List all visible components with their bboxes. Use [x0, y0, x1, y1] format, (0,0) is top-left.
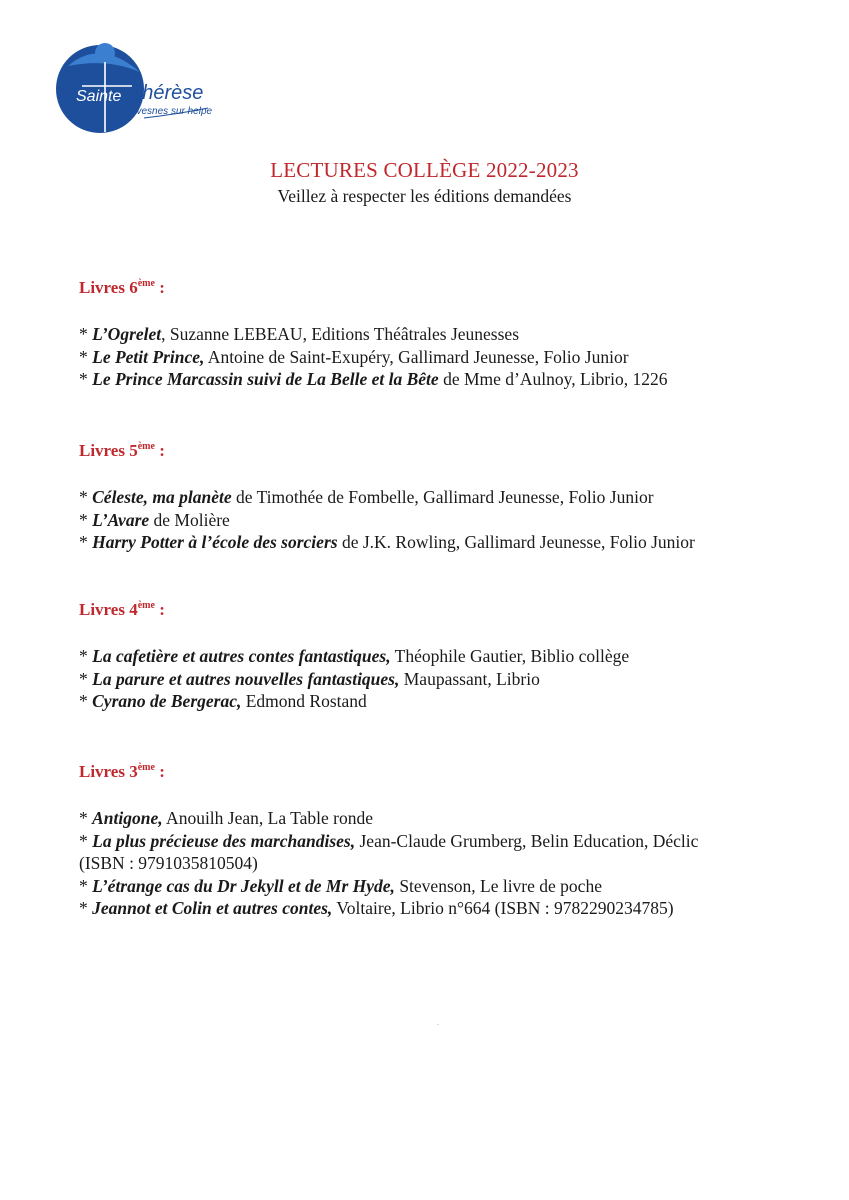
list-item: * Jeannot et Colin et autres contes, Voltaire, Librio n°664 (ISBN : 9782290234785)	[79, 898, 674, 918]
book-title: L’Avare	[92, 509, 150, 530]
book-title: Antigone,	[92, 808, 163, 828]
logo-text-therese: Thérèse	[130, 82, 204, 104]
book-title: Céleste, ma planète	[92, 487, 232, 507]
logo-text-sainte: Sainte	[76, 88, 122, 105]
list-item: * Harry Potter à l’école des sorciers de J.K. Rowling, Gallimard Jeunesse, Folio Junior	[79, 532, 695, 552]
list-item: * La parure et autres nouvelles fantastiques, Maupassant, Librio	[79, 668, 540, 689]
section-3eme	[79, 761, 799, 920]
book-title: Le Petit Prince,	[92, 346, 205, 367]
book-title: Le Prince Marcassin suivi de La Belle et la Bête	[92, 369, 439, 389]
list-item: * La cafetière et autres contes fantastiques, Théophile Gautier, Biblio collège	[79, 646, 630, 666]
book-title: La plus précieuse des marchandises,	[92, 830, 356, 851]
page-title: LECTURES COLLÈGE 2022-2023	[270, 158, 579, 182]
logo-text-town: Avesnes sur helpe	[130, 106, 213, 117]
section-6eme	[79, 277, 799, 391]
book-title: La cafetière et autres contes fantastiques,	[92, 646, 391, 666]
list-item: * Le Petit Prince, Antoine de Saint-Exupéry, Gallimard Jeunesse, Folio Junior	[79, 346, 629, 367]
list-item: * L’Avare de Molière	[79, 509, 230, 530]
list-item-continuation: (ISBN : 9791035810504)	[79, 853, 258, 873]
book-title: Harry Potter à l’école des sorciers	[92, 532, 338, 552]
book-title: Jeannot et Colin et autres contes,	[92, 898, 333, 918]
section-heading: Livres 5ème :	[79, 441, 165, 460]
list-item: * L’Ogrelet, Suzanne LEBEAU, Editions Théâtrales Jeunesses	[79, 324, 520, 344]
section-heading: Livres 3ème :	[79, 762, 165, 781]
book-title: L’Ogrelet	[92, 324, 162, 344]
book-title: Cyrano de Bergerac,	[92, 691, 242, 711]
section-5eme	[79, 440, 799, 554]
book-title: L’étrange cas du Dr Jekyll et de Mr Hyde,	[92, 875, 395, 896]
list-item: * Le Prince Marcassin suivi de La Belle et la Bête de Mme d’Aulnoy, Librio, 1226	[79, 369, 668, 389]
list-item: * La plus précieuse des marchandises, Jean-Claude Grumberg, Belin Education, Déclic	[79, 830, 699, 851]
section-heading: Livres 6ème :	[79, 278, 165, 297]
list-item: * L’étrange cas du Dr Jekyll et de Mr Hyde, Stevenson, Le livre de poche	[79, 875, 602, 896]
section-4eme	[79, 599, 799, 713]
list-item: * Céleste, ma planète de Timothée de Fombelle, Gallimard Jeunesse, Folio Junior	[79, 487, 654, 507]
scan-speck	[437, 1024, 439, 1025]
book-title: La parure et autres nouvelles fantastiques,	[92, 668, 400, 689]
page-subtitle: Veillez à respecter les éditions demandées	[277, 186, 572, 206]
school-logo	[48, 36, 238, 136]
list-item: * Antigone, Anouilh Jean, La Table ronde	[79, 808, 373, 828]
section-heading: Livres 4ème :	[79, 600, 165, 619]
list-item: * Cyrano de Bergerac, Edmond Rostand	[79, 691, 367, 711]
